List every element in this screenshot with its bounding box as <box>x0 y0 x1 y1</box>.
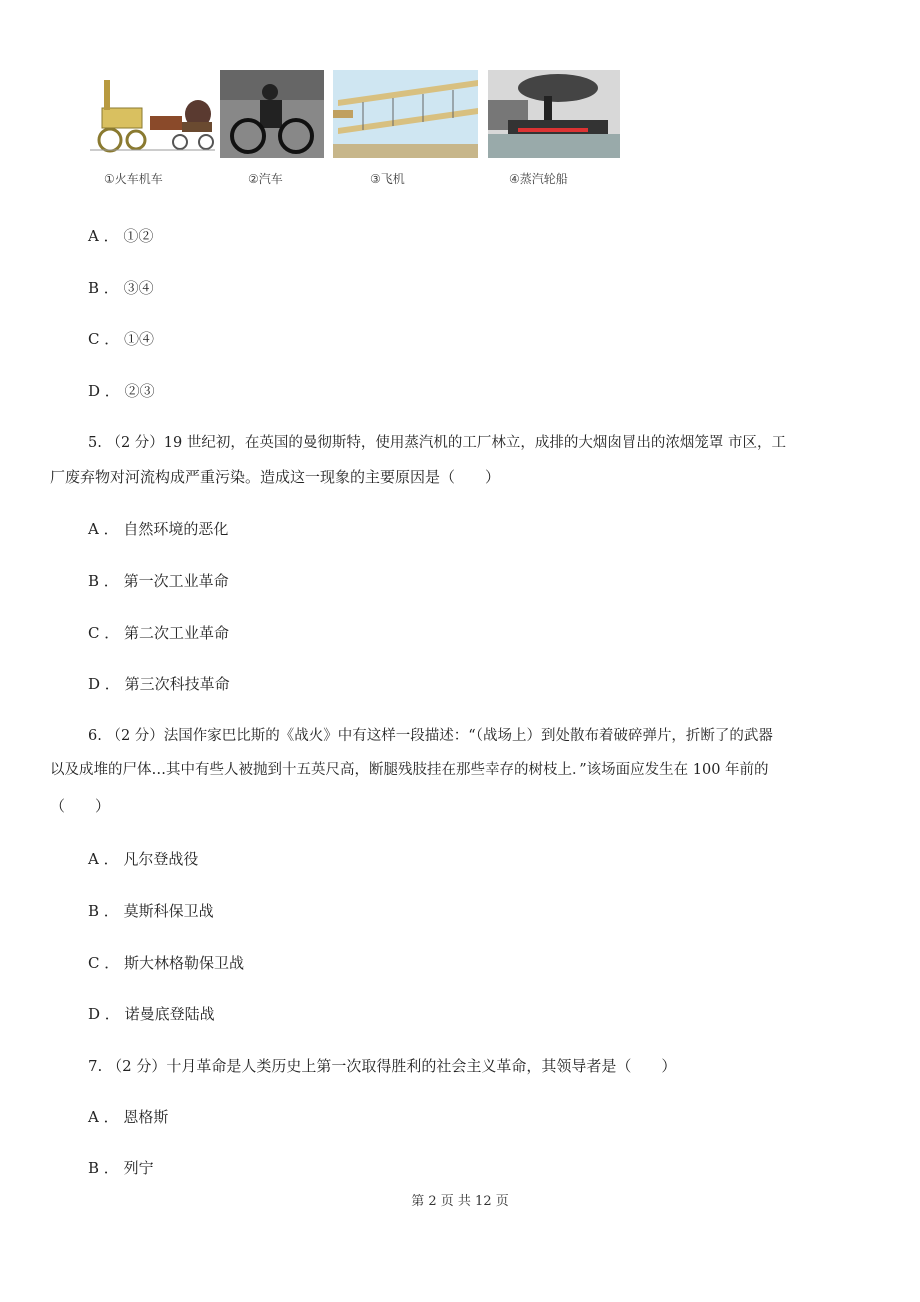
option-letter: B <box>88 279 100 297</box>
q6-stem-line2: 以及成堆的尸体…其中有些人被抛到十五英尺高，断腿残肢挂在那些幸存的树枝上．”该场面应发生在 100 年前的 <box>50 762 769 778</box>
option-text: ②③ <box>124 382 155 400</box>
option-text: ①② <box>123 227 154 245</box>
steamship-image <box>488 70 620 158</box>
q6-option-b: B ． 莫斯科保卫战 <box>88 902 214 920</box>
option-letter: D <box>88 675 101 693</box>
q7-option-b: B ． 列宁 <box>88 1159 154 1177</box>
option-text: ①④ <box>124 330 155 348</box>
option-letter: A <box>88 520 99 538</box>
q6-option-d: D ． 诺曼底登陆战 <box>88 1005 215 1023</box>
q6-option-c: C ． 斯大林格勒保卫战 <box>88 954 245 972</box>
q4-option-b: B ． ③④ <box>88 279 154 297</box>
q5-option-c: C ． 第二次工业革命 <box>88 624 230 642</box>
option-text: 第三次科技革命 <box>124 675 230 693</box>
option-text: ③④ <box>123 279 154 297</box>
q5-option-d: D ． 第三次科技革命 <box>88 675 230 693</box>
option-text: 凡尔登战役 <box>123 850 199 868</box>
option-text: 诺曼底登陆战 <box>124 1005 215 1023</box>
q5-option-b: B ． 第一次工业革命 <box>88 572 229 590</box>
option-letter: C <box>88 954 100 972</box>
q4-option-a: A ． ①② <box>88 227 154 245</box>
option-letter: B <box>88 902 100 920</box>
option-text: 列宁 <box>123 1159 154 1177</box>
q5-stem-line1: 5. （2 分）19 世纪初，在英国的曼彻斯特，使用蒸汽机的工厂林立，成排的大烟囱冒出的浓烟笼罩 市区，工 <box>88 435 786 451</box>
option-letter: C <box>88 330 100 348</box>
option-text: 自然环境的恶化 <box>123 520 229 538</box>
q7-stem-line1: 7. （2 分）十月革命是人类历史上第一次取得胜利的社会主义革命，其领导者是（ ） <box>88 1057 677 1075</box>
option-text: 第一次工业革命 <box>123 572 229 590</box>
q6-stem-line3: （ ） <box>50 797 111 815</box>
figure-caption-2: ②汽车 <box>248 172 283 186</box>
q4-option-c: C ． ①④ <box>88 330 155 348</box>
q6-option-a: A ． 凡尔登战役 <box>88 850 199 868</box>
figure-caption-4: ④蒸汽轮船 <box>509 172 568 186</box>
q5-stem-line2: 厂废弃物对河流构成严重污染。造成这一现象的主要原因是（ ） <box>50 468 501 486</box>
option-text: 恩格斯 <box>123 1108 169 1126</box>
figure-caption-3: ③飞机 <box>370 172 405 186</box>
option-letter: C <box>88 624 100 642</box>
q7-option-a: A ． 恩格斯 <box>88 1108 169 1126</box>
option-letter: D <box>88 1005 101 1023</box>
airplane-image <box>333 70 478 158</box>
option-text: 斯大林格勒保卫战 <box>124 954 245 972</box>
option-letter: D <box>88 382 101 400</box>
q6-stem-line1: 6. （2 分）法国作家巴比斯的《战火》中有这样一段描述：“（战场上）到处散布着破碎弹片，折断了的武器 <box>88 728 773 744</box>
option-letter: A <box>88 227 99 245</box>
q5-option-a: A ． 自然环境的恶化 <box>88 520 229 538</box>
q4-option-d: D ． ②③ <box>88 382 155 400</box>
option-letter: B <box>88 1159 100 1177</box>
figure-caption-1: ①火车机车 <box>104 172 163 186</box>
locomotive-image <box>90 70 215 158</box>
option-text: 莫斯科保卫战 <box>123 902 214 920</box>
option-text: 第二次工业革命 <box>124 624 230 642</box>
option-letter: A <box>88 1108 99 1126</box>
page-footer: 第 2 页 共 12 页 <box>411 1194 509 1209</box>
car-image <box>220 70 324 158</box>
option-letter: A <box>88 850 99 868</box>
option-letter: B <box>88 572 100 590</box>
